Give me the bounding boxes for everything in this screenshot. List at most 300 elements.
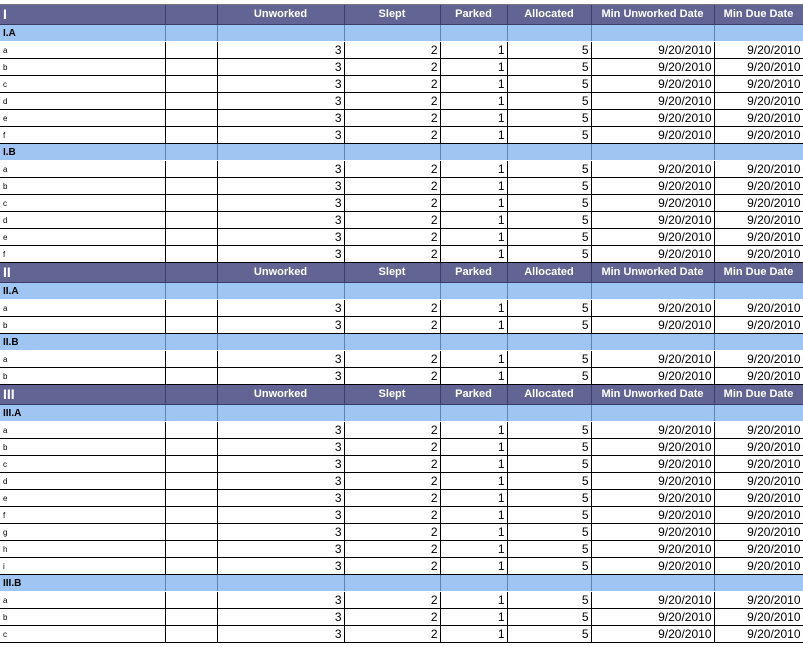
row-spacer-cell[interactable] <box>165 195 217 212</box>
subsection-blank-cell <box>714 334 803 351</box>
subsection-blank-cell <box>165 334 217 351</box>
row-spacer-cell[interactable] <box>165 300 217 317</box>
value-cell[interactable]: 2 <box>344 59 440 76</box>
value-cell[interactable]: 5 <box>507 127 591 144</box>
table-row[interactable] <box>0 422 803 439</box>
value-cell[interactable]: 1 <box>440 76 507 93</box>
value-cell[interactable]: 1 <box>440 456 507 473</box>
value-cell[interactable]: 9/20/2010 <box>591 524 714 541</box>
value-cell[interactable]: 1 <box>440 368 507 385</box>
value-cell[interactable]: 5 <box>507 439 591 456</box>
row-name-cell[interactable]: b <box>0 368 165 385</box>
section-label: III <box>0 385 165 405</box>
subsection-blank-cell <box>217 25 344 42</box>
table-row[interactable] <box>0 300 803 317</box>
value-cell[interactable]: 9/20/2010 <box>591 490 714 507</box>
value-cell[interactable]: 5 <box>507 609 591 626</box>
subsection-blank-cell <box>591 405 714 422</box>
row-name-cell[interactable]: g <box>0 524 165 541</box>
value-cell[interactable]: 9/20/2010 <box>714 300 803 317</box>
value-cell[interactable]: 9/20/2010 <box>714 351 803 368</box>
value-cell[interactable]: 2 <box>344 490 440 507</box>
value-cell[interactable]: 5 <box>507 626 591 643</box>
value-cell[interactable]: 2 <box>344 456 440 473</box>
column-header: Parked <box>440 5 507 25</box>
subsection-blank-cell <box>344 575 440 592</box>
value-cell[interactable]: 1 <box>440 592 507 609</box>
value-cell[interactable]: 3 <box>217 127 344 144</box>
row-spacer-cell[interactable] <box>165 246 217 263</box>
value-cell[interactable]: 3 <box>217 490 344 507</box>
subsection-blank-cell <box>507 334 591 351</box>
value-cell[interactable]: 2 <box>344 422 440 439</box>
header-spacer-cell <box>165 385 217 405</box>
subsection-blank-cell <box>440 334 507 351</box>
value-cell[interactable]: 3 <box>217 93 344 110</box>
value-cell[interactable]: 5 <box>507 422 591 439</box>
value-cell[interactable]: 5 <box>507 524 591 541</box>
value-cell[interactable]: 5 <box>507 229 591 246</box>
value-cell[interactable]: 9/20/2010 <box>714 490 803 507</box>
value-cell[interactable]: 2 <box>344 541 440 558</box>
value-cell[interactable]: 5 <box>507 558 591 575</box>
value-cell[interactable]: 1 <box>440 490 507 507</box>
row-spacer-cell[interactable] <box>165 490 217 507</box>
value-cell[interactable]: 5 <box>507 42 591 59</box>
value-cell[interactable]: 1 <box>440 229 507 246</box>
value-cell[interactable]: 9/20/2010 <box>591 300 714 317</box>
table-row[interactable] <box>0 59 803 76</box>
value-cell[interactable]: 3 <box>217 592 344 609</box>
value-cell[interactable]: 1 <box>440 42 507 59</box>
subsection-blank-cell <box>507 575 591 592</box>
value-cell[interactable]: 9/20/2010 <box>714 93 803 110</box>
value-cell[interactable]: 3 <box>217 422 344 439</box>
value-cell[interactable]: 9/20/2010 <box>591 161 714 178</box>
subsection-blank-cell <box>344 334 440 351</box>
value-cell[interactable]: 2 <box>344 609 440 626</box>
subsection-blank-cell <box>714 144 803 161</box>
value-cell[interactable]: 5 <box>507 195 591 212</box>
value-cell[interactable]: 2 <box>344 161 440 178</box>
row-name-cell[interactable]: f <box>0 127 165 144</box>
value-cell[interactable]: 1 <box>440 422 507 439</box>
subsection-blank-cell <box>344 283 440 300</box>
table-row[interactable] <box>0 127 803 144</box>
row-spacer-cell[interactable] <box>165 368 217 385</box>
value-cell[interactable]: 5 <box>507 246 591 263</box>
value-cell[interactable]: 9/20/2010 <box>714 229 803 246</box>
section-header-row <box>0 263 803 283</box>
value-cell[interactable]: 9/20/2010 <box>591 351 714 368</box>
value-cell[interactable]: 3 <box>217 317 344 334</box>
subsection-blank-cell <box>217 405 344 422</box>
row-spacer-cell[interactable] <box>165 473 217 490</box>
value-cell[interactable]: 3 <box>217 473 344 490</box>
row-name-cell[interactable]: e <box>0 490 165 507</box>
table-row[interactable] <box>0 456 803 473</box>
value-cell[interactable]: 3 <box>217 507 344 524</box>
value-cell[interactable]: 5 <box>507 368 591 385</box>
value-cell[interactable]: 5 <box>507 507 591 524</box>
value-cell[interactable]: 9/20/2010 <box>714 178 803 195</box>
value-cell[interactable]: 2 <box>344 300 440 317</box>
value-cell[interactable]: 3 <box>217 609 344 626</box>
value-cell[interactable]: 3 <box>217 59 344 76</box>
row-spacer-cell[interactable] <box>165 317 217 334</box>
row-name-cell[interactable]: a <box>0 592 165 609</box>
value-cell[interactable]: 9/20/2010 <box>714 195 803 212</box>
row-spacer-cell[interactable] <box>165 59 217 76</box>
value-cell[interactable]: 5 <box>507 490 591 507</box>
value-cell[interactable]: 3 <box>217 524 344 541</box>
row-spacer-cell[interactable] <box>165 609 217 626</box>
value-cell[interactable]: 9/20/2010 <box>591 609 714 626</box>
value-cell[interactable]: 9/20/2010 <box>714 161 803 178</box>
row-name-cell[interactable]: b <box>0 609 165 626</box>
value-cell[interactable]: 3 <box>217 626 344 643</box>
value-cell[interactable]: 2 <box>344 558 440 575</box>
row-name-cell[interactable]: a <box>0 300 165 317</box>
value-cell[interactable]: 5 <box>507 473 591 490</box>
row-name-cell[interactable]: b <box>0 439 165 456</box>
row-name-cell[interactable]: c <box>0 456 165 473</box>
subsection-header-row <box>0 283 803 300</box>
row-spacer-cell[interactable] <box>165 558 217 575</box>
value-cell[interactable]: 9/20/2010 <box>591 507 714 524</box>
value-cell[interactable]: 9/20/2010 <box>714 42 803 59</box>
value-cell[interactable]: 3 <box>217 229 344 246</box>
value-cell[interactable]: 5 <box>507 351 591 368</box>
value-cell[interactable]: 3 <box>217 351 344 368</box>
value-cell[interactable]: 1 <box>440 93 507 110</box>
value-cell[interactable]: 9/20/2010 <box>714 76 803 93</box>
value-cell[interactable]: 5 <box>507 300 591 317</box>
value-cell[interactable]: 1 <box>440 300 507 317</box>
value-cell[interactable]: 2 <box>344 439 440 456</box>
value-cell[interactable]: 2 <box>344 473 440 490</box>
value-cell[interactable]: 9/20/2010 <box>714 422 803 439</box>
row-spacer-cell[interactable] <box>165 456 217 473</box>
value-cell[interactable]: 9/20/2010 <box>591 592 714 609</box>
header-spacer-cell <box>165 5 217 25</box>
value-cell[interactable]: 2 <box>344 178 440 195</box>
section-header-row <box>0 385 803 405</box>
table-row[interactable] <box>0 592 803 609</box>
value-cell[interactable]: 1 <box>440 59 507 76</box>
value-cell[interactable]: 1 <box>440 317 507 334</box>
row-name-cell[interactable]: e <box>0 229 165 246</box>
value-cell[interactable]: 9/20/2010 <box>591 42 714 59</box>
column-header: Min Unworked Date <box>591 385 714 405</box>
subsection-blank-cell <box>217 283 344 300</box>
value-cell[interactable]: 9/20/2010 <box>714 110 803 127</box>
value-cell[interactable]: 3 <box>217 541 344 558</box>
subsection-blank-cell <box>440 575 507 592</box>
value-cell[interactable]: 1 <box>440 110 507 127</box>
value-cell[interactable]: 3 <box>217 300 344 317</box>
table-row[interactable] <box>0 558 803 575</box>
value-cell[interactable]: 9/20/2010 <box>714 317 803 334</box>
value-cell[interactable]: 3 <box>217 558 344 575</box>
row-spacer-cell[interactable] <box>165 524 217 541</box>
value-cell[interactable]: 9/20/2010 <box>714 524 803 541</box>
table-row[interactable] <box>0 368 803 385</box>
value-cell[interactable]: 9/20/2010 <box>714 127 803 144</box>
value-cell[interactable]: 1 <box>440 178 507 195</box>
row-name-cell[interactable]: b <box>0 178 165 195</box>
row-name-cell[interactable]: b <box>0 59 165 76</box>
column-header: Slept <box>344 385 440 405</box>
value-cell[interactable]: 2 <box>344 524 440 541</box>
table-row[interactable] <box>0 317 803 334</box>
value-cell[interactable]: 1 <box>440 246 507 263</box>
row-name-cell[interactable]: f <box>0 507 165 524</box>
row-name-cell[interactable]: a <box>0 422 165 439</box>
value-cell[interactable]: 9/20/2010 <box>714 592 803 609</box>
value-cell[interactable]: 1 <box>440 609 507 626</box>
row-spacer-cell[interactable] <box>165 626 217 643</box>
value-cell[interactable]: 9/20/2010 <box>591 246 714 263</box>
row-name-cell[interactable]: b <box>0 317 165 334</box>
subsection-blank-cell <box>217 144 344 161</box>
column-header: Allocated <box>507 385 591 405</box>
value-cell[interactable]: 9/20/2010 <box>714 473 803 490</box>
value-cell[interactable]: 2 <box>344 42 440 59</box>
section-header-row <box>0 5 803 25</box>
value-cell[interactable]: 9/20/2010 <box>591 59 714 76</box>
value-cell[interactable]: 3 <box>217 42 344 59</box>
row-name-cell[interactable]: d <box>0 93 165 110</box>
subsection-blank-cell <box>440 405 507 422</box>
value-cell[interactable]: 2 <box>344 246 440 263</box>
row-name-cell[interactable]: a <box>0 351 165 368</box>
value-cell[interactable]: 5 <box>507 110 591 127</box>
subsection-blank-cell <box>591 283 714 300</box>
row-name-cell[interactable]: c <box>0 195 165 212</box>
value-cell[interactable]: 2 <box>344 212 440 229</box>
value-cell[interactable]: 1 <box>440 558 507 575</box>
value-cell[interactable]: 9/20/2010 <box>591 212 714 229</box>
value-cell[interactable]: 5 <box>507 456 591 473</box>
value-cell[interactable]: 9/20/2010 <box>591 473 714 490</box>
row-spacer-cell[interactable] <box>165 127 217 144</box>
row-name-cell[interactable]: d <box>0 473 165 490</box>
value-cell[interactable]: 9/20/2010 <box>591 229 714 246</box>
value-cell[interactable]: 9/20/2010 <box>714 507 803 524</box>
value-cell[interactable]: 3 <box>217 76 344 93</box>
value-cell[interactable]: 9/20/2010 <box>714 59 803 76</box>
value-cell[interactable]: 9/20/2010 <box>714 626 803 643</box>
value-cell[interactable]: 9/20/2010 <box>714 456 803 473</box>
value-cell[interactable]: 3 <box>217 178 344 195</box>
row-name-cell[interactable]: d <box>0 212 165 229</box>
row-name-cell[interactable]: e <box>0 110 165 127</box>
value-cell[interactable]: 9/20/2010 <box>714 609 803 626</box>
value-cell[interactable]: 2 <box>344 317 440 334</box>
column-header: Min Unworked Date <box>591 5 714 25</box>
table-row[interactable] <box>0 195 803 212</box>
value-cell[interactable]: 9/20/2010 <box>591 127 714 144</box>
row-spacer-cell[interactable] <box>165 212 217 229</box>
value-cell[interactable]: 3 <box>217 110 344 127</box>
value-cell[interactable]: 2 <box>344 110 440 127</box>
row-name-cell[interactable]: a <box>0 161 165 178</box>
column-header: Unworked <box>217 385 344 405</box>
subsection-blank-cell <box>165 283 217 300</box>
value-cell[interactable]: 9/20/2010 <box>591 76 714 93</box>
value-cell[interactable]: 3 <box>217 439 344 456</box>
value-cell[interactable]: 9/20/2010 <box>714 558 803 575</box>
value-cell[interactable]: 1 <box>440 524 507 541</box>
value-cell[interactable]: 2 <box>344 195 440 212</box>
value-cell[interactable]: 2 <box>344 368 440 385</box>
table-row[interactable] <box>0 473 803 490</box>
column-header: Slept <box>344 263 440 283</box>
table-row[interactable] <box>0 524 803 541</box>
row-spacer-cell[interactable] <box>165 178 217 195</box>
subsection-blank-cell <box>217 334 344 351</box>
value-cell[interactable]: 9/20/2010 <box>591 178 714 195</box>
value-cell[interactable]: 5 <box>507 592 591 609</box>
report-table <box>0 5 803 643</box>
row-spacer-cell[interactable] <box>165 507 217 524</box>
value-cell[interactable]: 5 <box>507 178 591 195</box>
value-cell[interactable]: 9/20/2010 <box>714 212 803 229</box>
row-name-cell[interactable]: c <box>0 76 165 93</box>
subsection-label: II.A <box>0 283 165 300</box>
column-header: Parked <box>440 263 507 283</box>
table-row[interactable] <box>0 42 803 59</box>
row-spacer-cell[interactable] <box>165 93 217 110</box>
value-cell[interactable]: 1 <box>440 507 507 524</box>
value-cell[interactable]: 3 <box>217 246 344 263</box>
value-cell[interactable]: 1 <box>440 626 507 643</box>
table-row[interactable] <box>0 110 803 127</box>
value-cell[interactable]: 5 <box>507 212 591 229</box>
row-name-cell[interactable]: c <box>0 626 165 643</box>
row-spacer-cell[interactable] <box>165 110 217 127</box>
value-cell[interactable]: 1 <box>440 439 507 456</box>
row-spacer-cell[interactable] <box>165 439 217 456</box>
value-cell[interactable]: 1 <box>440 473 507 490</box>
table-row[interactable] <box>0 76 803 93</box>
value-cell[interactable]: 9/20/2010 <box>591 368 714 385</box>
table-row[interactable] <box>0 178 803 195</box>
subsection-blank-cell <box>440 25 507 42</box>
row-spacer-cell[interactable] <box>165 161 217 178</box>
table-row[interactable] <box>0 609 803 626</box>
subsection-label: I.B <box>0 144 165 161</box>
table-row[interactable] <box>0 626 803 643</box>
value-cell[interactable]: 9/20/2010 <box>591 195 714 212</box>
subsection-blank-cell <box>591 575 714 592</box>
value-cell[interactable]: 9/20/2010 <box>591 558 714 575</box>
row-name-cell[interactable]: a <box>0 42 165 59</box>
value-cell[interactable]: 5 <box>507 59 591 76</box>
value-cell[interactable]: 9/20/2010 <box>714 541 803 558</box>
value-cell[interactable]: 3 <box>217 368 344 385</box>
value-cell[interactable]: 5 <box>507 161 591 178</box>
table-row[interactable] <box>0 541 803 558</box>
value-cell[interactable]: 9/20/2010 <box>714 246 803 263</box>
value-cell[interactable]: 1 <box>440 195 507 212</box>
row-spacer-cell[interactable] <box>165 76 217 93</box>
value-cell[interactable]: 5 <box>507 93 591 110</box>
value-cell[interactable]: 2 <box>344 229 440 246</box>
row-spacer-cell[interactable] <box>165 541 217 558</box>
subsection-blank-cell <box>440 283 507 300</box>
row-spacer-cell[interactable] <box>165 351 217 368</box>
value-cell[interactable]: 9/20/2010 <box>714 368 803 385</box>
subsection-blank-cell <box>591 25 714 42</box>
value-cell[interactable]: 2 <box>344 351 440 368</box>
value-cell[interactable]: 9/20/2010 <box>591 456 714 473</box>
value-cell[interactable]: 1 <box>440 541 507 558</box>
table-row[interactable] <box>0 351 803 368</box>
row-spacer-cell[interactable] <box>165 229 217 246</box>
row-name-cell[interactable]: f <box>0 246 165 263</box>
value-cell[interactable]: 5 <box>507 76 591 93</box>
table-row[interactable] <box>0 161 803 178</box>
value-cell[interactable]: 9/20/2010 <box>714 439 803 456</box>
table-row[interactable] <box>0 246 803 263</box>
table-row[interactable] <box>0 93 803 110</box>
value-cell[interactable]: 1 <box>440 127 507 144</box>
value-cell[interactable]: 3 <box>217 195 344 212</box>
value-cell[interactable]: 1 <box>440 161 507 178</box>
value-cell[interactable]: 9/20/2010 <box>591 626 714 643</box>
value-cell[interactable]: 2 <box>344 76 440 93</box>
table-row[interactable] <box>0 229 803 246</box>
row-spacer-cell[interactable] <box>165 42 217 59</box>
table-row[interactable] <box>0 439 803 456</box>
row-spacer-cell[interactable] <box>165 422 217 439</box>
section-label: I <box>0 5 165 25</box>
value-cell[interactable]: 9/20/2010 <box>591 541 714 558</box>
table-row[interactable] <box>0 212 803 229</box>
table-row[interactable] <box>0 490 803 507</box>
subsection-blank-cell <box>165 25 217 42</box>
row-name-cell[interactable]: h <box>0 541 165 558</box>
value-cell[interactable]: 1 <box>440 351 507 368</box>
value-cell[interactable]: 3 <box>217 161 344 178</box>
value-cell[interactable]: 5 <box>507 317 591 334</box>
subsection-blank-cell <box>344 405 440 422</box>
value-cell[interactable]: 1 <box>440 212 507 229</box>
value-cell[interactable]: 2 <box>344 93 440 110</box>
subsection-blank-cell <box>714 25 803 42</box>
subsection-blank-cell <box>714 575 803 592</box>
value-cell[interactable]: 3 <box>217 456 344 473</box>
column-header: Parked <box>440 385 507 405</box>
value-cell[interactable]: 3 <box>217 212 344 229</box>
row-spacer-cell[interactable] <box>165 592 217 609</box>
value-cell[interactable]: 2 <box>344 507 440 524</box>
row-name-cell[interactable]: i <box>0 558 165 575</box>
value-cell[interactable]: 9/20/2010 <box>591 317 714 334</box>
value-cell[interactable]: 2 <box>344 592 440 609</box>
subsection-blank-cell <box>591 144 714 161</box>
table-row[interactable] <box>0 507 803 524</box>
value-cell[interactable]: 9/20/2010 <box>591 422 714 439</box>
value-cell[interactable]: 9/20/2010 <box>591 93 714 110</box>
value-cell[interactable]: 2 <box>344 127 440 144</box>
value-cell[interactable]: 9/20/2010 <box>591 110 714 127</box>
value-cell[interactable]: 9/20/2010 <box>591 439 714 456</box>
value-cell[interactable]: 5 <box>507 541 591 558</box>
value-cell[interactable]: 2 <box>344 626 440 643</box>
